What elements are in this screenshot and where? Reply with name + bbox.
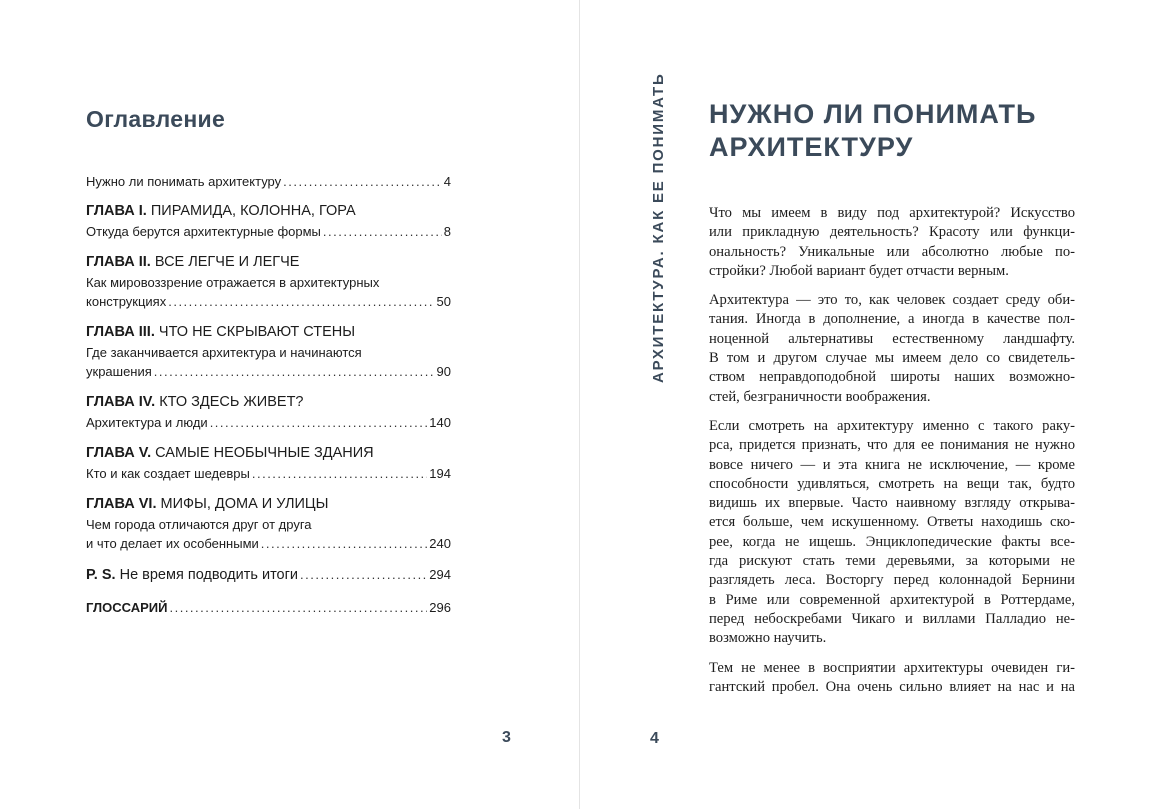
text-line: В том и другом случае мы имеем дело со свидетель- <box>709 350 1075 367</box>
toc-chapter-subtitle: конструкциях <box>86 294 167 309</box>
text-line: Архитектура — это то, как человек создает среду оби- <box>709 292 1075 309</box>
text-line: в Риме или современной архитектурой в Роттердаме, <box>709 591 1075 608</box>
toc-chapter-subtitle: Откуда берутся архитектурные формы <box>86 224 321 239</box>
text-line: стройки? Любой вариант будет отчасти верным. <box>709 262 1009 279</box>
toc-chapter-label: ГЛАВА V. <box>86 445 152 461</box>
toc-chapter-subtitle: украшения <box>86 364 152 379</box>
text-line: ется больше, чем искушенному. Ответы находишь ско- <box>709 514 1075 531</box>
toc-page-number: 194 <box>429 466 451 481</box>
toc-chapter-subtitle: Архитектура и люди <box>86 415 208 430</box>
text-line: ональность? Уникальные или абсолютно любые по- <box>709 243 1075 260</box>
toc-ps-text: Не время подводить итоги <box>119 567 298 583</box>
text-line: разглядеть леса. Восторгу перед колоннадой Бернини <box>709 572 1075 589</box>
table-of-contents <box>86 172 451 628</box>
toc-leader-dots <box>283 172 442 191</box>
text-line: возможно научить. <box>709 630 827 647</box>
toc-entry-chapter-3[interactable] <box>86 322 451 381</box>
toc-entry-chapter-5[interactable] <box>86 443 451 483</box>
text-line: ноценной альтернативы естественному ландшафту. <box>709 330 1075 347</box>
toc-title: Оглавление <box>86 106 226 132</box>
toc-chapter-label: ГЛАВА II. <box>86 254 151 270</box>
page-number-right: 4 <box>650 730 659 747</box>
toc-page-number: 140 <box>429 415 451 430</box>
toc-entry-chapter-6[interactable] <box>86 494 451 553</box>
toc-glossary-text: ГЛОССАРИЙ <box>86 600 168 615</box>
toc-chapter-heading <box>86 392 451 413</box>
text-line: Если смотреть на архитектуру именно с такого раку- <box>709 417 1075 434</box>
toc-chapter-label: ГЛАВА VI. <box>86 496 157 512</box>
toc-chapter-subtitle: Где заканчивается архитектура и начинаются <box>86 345 362 360</box>
toc-entry-chapter-2[interactable] <box>86 252 451 311</box>
text-line: рса, придется признать, что для ее понимания не нужно <box>709 437 1075 454</box>
toc-chapter-heading <box>86 322 451 343</box>
toc-chapter-subtitle: Чем города отличаются друг от друга <box>86 517 312 532</box>
running-head: АРХИТЕКТУРА. КАК ЕЕ ПОНИМАТЬ <box>650 72 667 383</box>
toc-chapter-label: ГЛАВА III. <box>86 324 155 340</box>
toc-entry-ps[interactable] <box>86 564 451 586</box>
toc-entry-chapter-1[interactable] <box>86 201 451 241</box>
toc-chapter-title: КТО ЗДЕСЬ ЖИВЕТ? <box>159 394 304 410</box>
toc-leader-dots <box>261 534 428 553</box>
text-line: гантский пробел. Она очень сильно влияет на нас и на <box>709 678 1075 695</box>
toc-chapter-title: САМЫЕ НЕОБЫЧНЫЕ ЗДАНИЯ <box>155 445 374 461</box>
paragraph <box>709 204 1075 281</box>
text-line: гда рискуют стать теми деревьями, за которыми не <box>709 553 1075 570</box>
paragraph <box>709 659 1075 698</box>
toc-page-number: 240 <box>429 536 451 551</box>
toc-leader-dots <box>252 464 427 483</box>
toc-leader-dots <box>323 222 442 241</box>
text-line: ством неправдоподобной широты наших возможно- <box>709 369 1075 386</box>
text-line: Что мы имеем в виду под архитектурой? Искусство <box>709 205 1075 221</box>
toc-chapter-subtitle: Как мировоззрение отражается в архитектурных <box>86 275 380 290</box>
body-text <box>709 204 1075 707</box>
toc-chapter-heading <box>86 443 451 464</box>
toc-page-number: 4 <box>443 174 451 189</box>
chapter-title-line: АРХИТЕКТУРУ <box>709 132 914 162</box>
toc-chapter-subtitle: и что делает их особенными <box>86 536 259 551</box>
toc-page-number: 296 <box>429 600 451 615</box>
text-line: вовсе ничего — и эта книга не исключение, — кроме <box>709 456 1075 473</box>
chapter-title <box>709 98 1089 164</box>
toc-chapter-subtitle: Кто и как создает шедевры <box>86 466 250 481</box>
text-line: стей, безграничности воображения. <box>709 388 931 405</box>
toc-entry-chapter-4[interactable] <box>86 392 451 432</box>
toc-chapter-heading <box>86 252 451 273</box>
paragraph <box>709 417 1075 649</box>
toc-ps-label: P. S. <box>86 567 116 583</box>
toc-page-number: 8 <box>443 224 451 239</box>
toc-page-number: 90 <box>436 364 451 379</box>
toc-chapter-heading <box>86 494 451 515</box>
toc-chapter-title: ПИРАМИДА, КОЛОННА, ГОРА <box>150 203 356 219</box>
text-line: тания. Иногда в дополнение, а иногда в качестве пол- <box>709 311 1075 328</box>
text-line: Тем не менее в восприятии архитектуры очевиден ги- <box>709 659 1075 676</box>
toc-chapter-label: ГЛАВА IV. <box>86 394 156 410</box>
text-line: или прикладную деятельность? Красоту или функци- <box>709 224 1075 241</box>
toc-leader-dots <box>210 413 428 432</box>
toc-entry-intro[interactable] <box>86 172 451 191</box>
toc-page-number: 294 <box>429 567 451 582</box>
toc-chapter-title: МИФЫ, ДОМА И УЛИЦЫ <box>160 496 329 512</box>
toc-ps-text-wrap <box>86 565 298 586</box>
paragraph <box>709 291 1075 407</box>
toc-entry-glossary[interactable] <box>86 598 451 617</box>
toc-chapter-title: ВСЕ ЛЕГЧЕ И ЛЕГЧЕ <box>154 254 300 270</box>
text-line: рее, когда не ищешь. Энциклопедические факты все- <box>709 533 1075 550</box>
toc-entry-text: Нужно ли понимать архитектуру <box>86 174 282 189</box>
text-line: перед небоскребами Чикаго и виллами Палладио не- <box>709 610 1075 627</box>
text-line: видишь их впервые. Часто наивному взгляду открыва- <box>709 495 1075 512</box>
toc-leader-dots <box>154 362 435 381</box>
toc-chapter-label: ГЛАВА I. <box>86 203 147 219</box>
page-number-left: 3 <box>502 729 511 746</box>
text-line: способности удивляться, смотреть на вещи так, будто <box>709 475 1075 492</box>
toc-leader-dots <box>169 598 427 617</box>
toc-leader-dots <box>168 292 434 311</box>
toc-page-number: 50 <box>436 294 451 309</box>
toc-chapter-title: ЧТО НЕ СКРЫВАЮТ СТЕНЫ <box>158 324 356 340</box>
toc-leader-dots <box>300 564 427 585</box>
chapter-title-line: НУЖНО ЛИ ПОНИМАТЬ <box>709 99 1037 129</box>
toc-chapter-heading <box>86 201 451 222</box>
